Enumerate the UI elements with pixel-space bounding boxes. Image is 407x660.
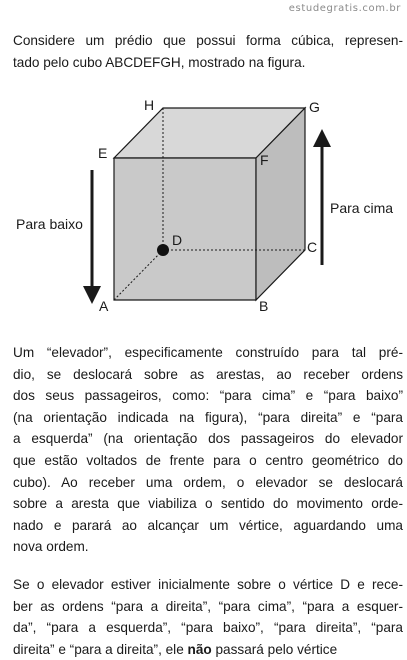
intro-line: Considere um prédio que possui forma cúbica, represen- (13, 33, 403, 48)
vertex-label-e: E (98, 145, 108, 161)
question-line: ber as ordens “para a direita”, “para cima”, “para a esquer- (13, 598, 403, 614)
body-line: nado e parará ao alcançar um vértice, aguardando uma (13, 517, 403, 533)
body-line: a esquerda” (na orientação dos passageiros do elevador (13, 431, 403, 447)
body-line: sobre a aresta que viabiliza o sentido do movimento orde- (13, 496, 403, 512)
vertex-label-h: H (144, 97, 155, 113)
body-line: cubo). Ao receber uma ordem, o elevador se deslocará (13, 474, 403, 490)
intro-line: tado pelo cubo ABCDEFGH, mostrado na figura. (13, 54, 306, 70)
question-line (13, 639, 403, 660)
vertex-d-dot (157, 244, 169, 256)
intro-paragraph (13, 30, 403, 73)
question-paragraph (13, 574, 403, 660)
body-line: (na orientação indicada na figura), “para direita” e “para (13, 409, 403, 425)
body-line: que estão voltados de frente para o centro geométrico do (13, 452, 403, 468)
down-label: Para baixo (16, 216, 83, 232)
body-line: nova ordem. (13, 539, 89, 555)
vertex-label-b: B (259, 298, 269, 314)
body-line: dos seus passageiros, como: “para cima” e “para baixo” (13, 388, 403, 404)
question-text: passará pelo vértice (211, 641, 338, 657)
body-line: Um “elevador”, especificamente construído para tal pré- (13, 345, 403, 360)
vertex-label-c: C (307, 239, 318, 255)
vertex-label-g: G (309, 99, 320, 115)
body-paragraph (13, 342, 403, 558)
vertex-label-d: D (172, 232, 183, 248)
question-line: Se o elevador estiver inicialmente sobre o vértice D e rece- (13, 577, 403, 592)
question-line: da”, “para a esquerda”, “para baixo”, “para direita”, “para (13, 620, 403, 636)
vertex-label-a: A (99, 298, 109, 314)
site-watermark: estudegratis.com.br (288, 3, 401, 14)
cube-figure (0, 90, 407, 320)
emphasis-nao: não (187, 641, 212, 657)
up-label: Para cima (330, 200, 394, 216)
body-line: dio, se deslocará sobre as arestas, ao receber ordens (13, 366, 403, 382)
question-text: direita” e “para a direita”, ele (13, 641, 188, 657)
vertex-label-f: F (260, 152, 269, 168)
cube-front-face (114, 158, 256, 300)
